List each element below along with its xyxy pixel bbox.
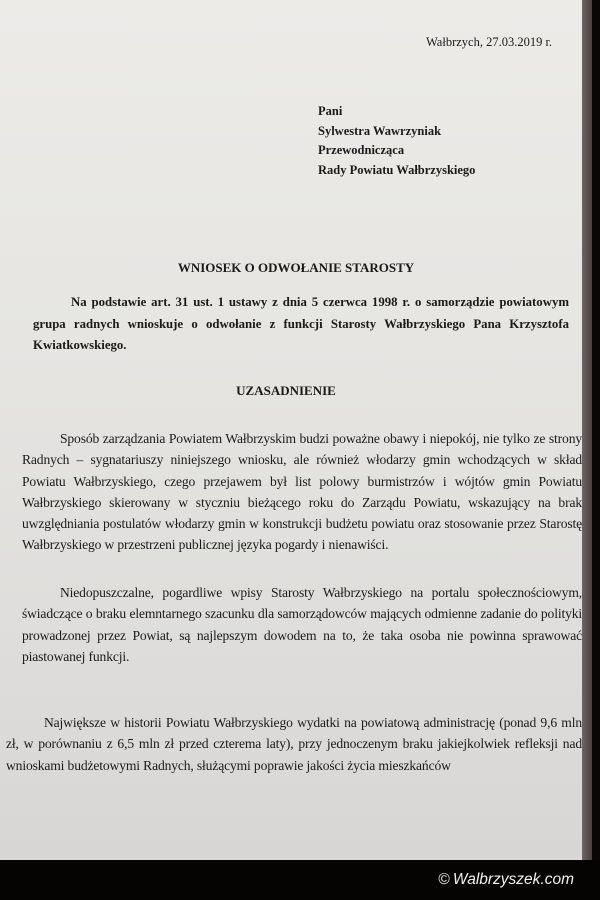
page-edge-shadow (582, 0, 592, 860)
addressee-institution: Rady Powiatu Wałbrzyskiego (318, 162, 476, 177)
document-title: WNIOSEK O ODWOŁANIE STAROSTY (177, 260, 415, 275)
addressee-role: Przewodnicząca (318, 143, 405, 157)
addressee-block (318, 102, 475, 180)
copyright-icon: © (438, 871, 450, 888)
watermark (438, 871, 574, 889)
watermark-text: Walbrzyszek.com (452, 871, 574, 888)
addressee-salutation: Pani (318, 104, 343, 118)
section-heading-justification: UZASADNIENIE (236, 383, 336, 398)
place-and-date: Wałbrzych, 27.03.2019 r. (426, 35, 553, 49)
justification-paragraph-3: Największe w historii Powiatu Wałbrzyskiego wydatki na powiatową administrację (ponad 9,6 mln zł, w porównaniu z 6,5 mln zł przed czterema laty), przy jednoczenym braku jakiejkolwiek refleksji nad wnioskami budżetowymi Radnych, służącymi poprawie jakości życia mieszkańców (6, 715, 582, 773)
intro-paragraph: Na podstawie art. 31 ust. 1 ustawy z dnia 5 czerwca 1998 r. o samorządzie powiatowym grupa radnych wnioskuje o odwołanie z funkcji Starosty Wałbrzyskiego Pana Krzysztofa Kwiatkowskiego. (33, 295, 569, 352)
justification-paragraph-1: Sposób zarządzania Powiatem Wałbrzyskim budzi poważne obawy i niepokój, nie tylko ze strony Radnych – sygnatariuszy niniejszego wniosku, ale również włodarzy gmin wchodzących w skład Powiatu Wałbrzyskiego, czego przejawem był list polowy burmistrzów i wójtów gmin Powiatu Wałbrzyskiego skierowany w styczniu bieżącego roku do Zarządu Powiatu, wskazujący na brak uwzględniania postulatów włodarzy gmin w konstrukcji budżetu powiatu oraz stosowanie przez Starostę Wałbrzyskiego w przestrzeni publicznej języka pogardy i nienawiści. (22, 431, 582, 553)
justification-paragraph-2: Niedopuszczalne, pogardliwe wpisy Starosty Wałbrzyskiego na portalu społecznościowym, świadczące o braku elemntarnego szacunku dla samorządowców mających odmienne zadanie do polityki prowadzonej przez Powiat, są najlepszym dowodem na to, że taka osoba nie powinna sprawować piastowanej funkcji. (22, 585, 582, 664)
addressee-name: Sylwestra Wawrzyniak (318, 123, 442, 138)
